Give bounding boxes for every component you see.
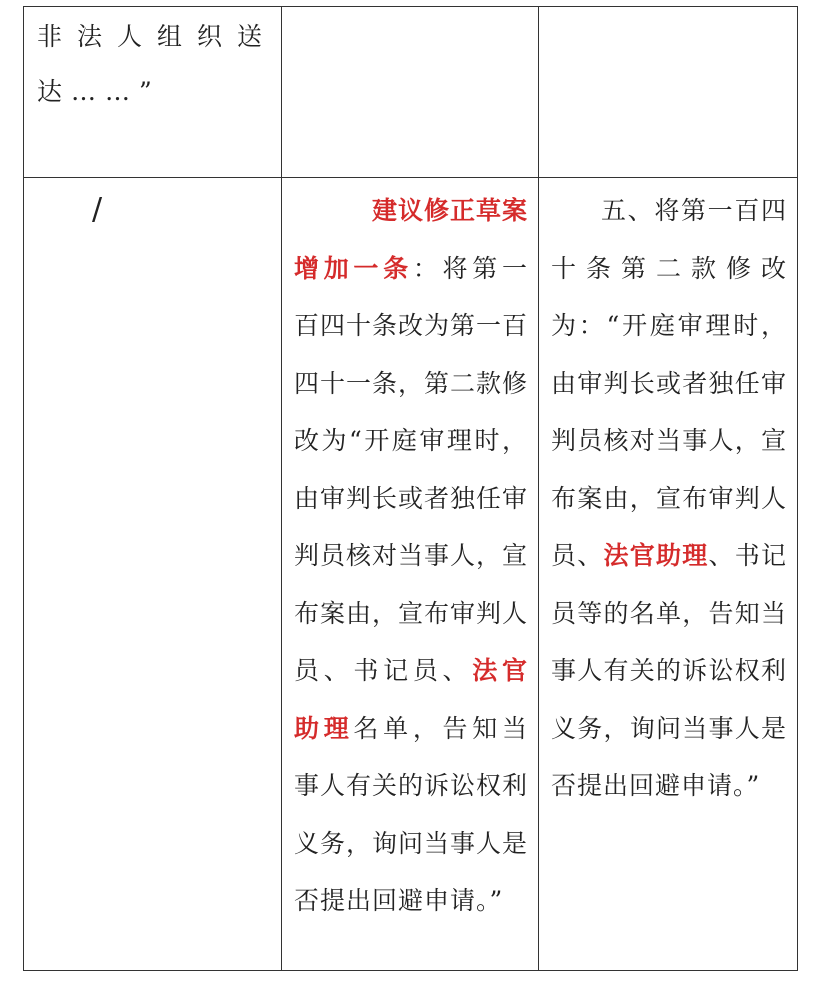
table-cell-final [539, 178, 798, 971]
table-cell-original-law [24, 7, 282, 178]
amendment-text: ：将第一百四十条改为第一百四十一条，第二款修改为“开庭审理时，由审判长或者独任审判员核对当事人，宣布案由，宣布审判人员、书记员、 [294, 253, 529, 685]
amendment-text: 名单，告知当事人有关的诉讼权利义务，询问当事人是否提出回避申请。” [294, 713, 529, 915]
table-row [24, 178, 798, 971]
cell-text [282, 7, 538, 9]
cell-text [539, 7, 797, 9]
red-term: 法官助理 [603, 541, 709, 570]
table-cell-final [539, 7, 798, 178]
empty-slash-mark: / [92, 192, 103, 227]
red-term: 法官助理 [294, 656, 528, 743]
table-row [24, 7, 798, 178]
amendment-text: 、书记员等的名单，告知当事人有关的诉讼权利义务，询问当事人是否提出回避申请。” [551, 541, 787, 800]
amendment-text: 五、将第一百四十条第二款修改为：“开庭审理时，由审判长或者独任审判员核对当事人，宣布案由，宣布审判人员、 [551, 196, 787, 570]
table-cell-original-law [24, 178, 282, 971]
comparison-table [23, 6, 798, 971]
table-cell-draft [282, 7, 539, 178]
red-heading: 增加一条 [294, 253, 413, 283]
final-amendment-text [539, 178, 797, 815]
red-heading: 建议修正草案 [371, 196, 528, 225]
cell-text: 非法人组织送达……” [37, 22, 271, 106]
table-cell-draft [282, 178, 539, 971]
draft-amendment-text [282, 178, 538, 930]
